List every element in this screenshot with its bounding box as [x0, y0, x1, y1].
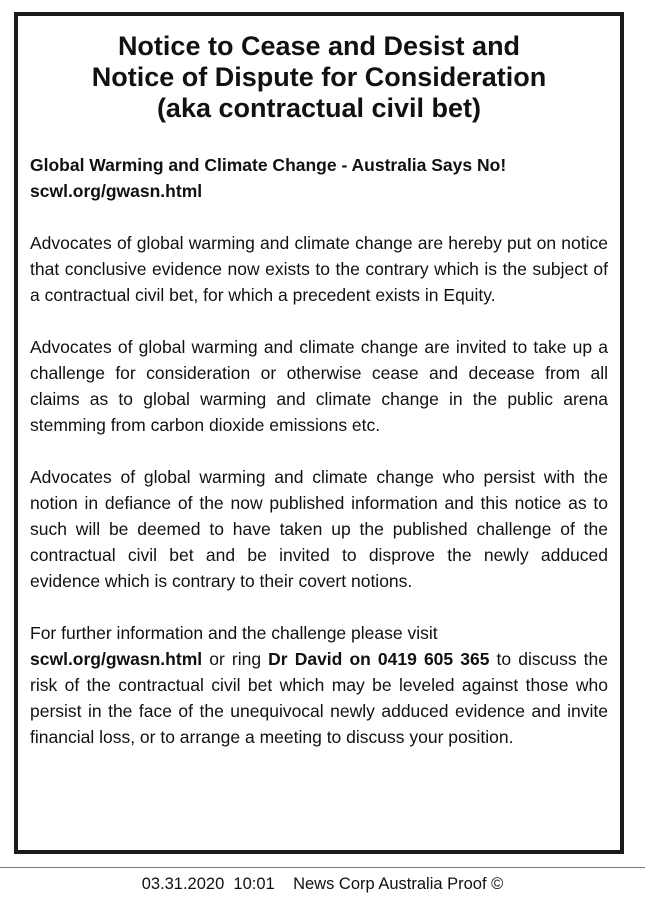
proof-footer: 03.31.2020 10:01 News Corp Australia Proof ©	[141, 875, 504, 893]
contact-rest: to discuss the risk of the contractual civil bet which may be leveled against those who persist in the face of the unequivocal newly adduced evidence and invite financial loss, or to arrange a meeting to discuss your position.	[30, 649, 608, 747]
notice-subheading	[30, 152, 608, 204]
contact-or-ring: or ring	[202, 649, 269, 669]
notice-advertisement	[14, 12, 624, 854]
subheading-url: scwl.org/gwasn.html	[30, 181, 203, 201]
paragraph-persist: Advocates of global warming and climate change who persist with the notion in defiance of the now published information and this notice as to such will be deemed to have taken up the published challenge of the contractual civil bet and be invited to disprove the newly adduced evidence which is contrary to their covert notions.	[30, 467, 608, 591]
notice-body	[30, 152, 608, 776]
title-line-3: (aka contractual civil bet)	[156, 93, 482, 123]
footer-divider	[0, 867, 645, 868]
contact-intro: For further information and the challenge please visit	[30, 623, 438, 643]
paragraph-challenge: Advocates of global warming and climate change are invited to take up a challenge for consideration or otherwise cease and decease from all claims as to global warming and climate change in the public arena stemming from carbon dioxide emissions etc.	[30, 337, 608, 435]
contact-phone: Dr David on 0419 605 365	[268, 649, 490, 669]
paragraph-contact	[30, 620, 608, 750]
contact-url: scwl.org/gwasn.html	[30, 649, 203, 669]
title-line-1: Notice to Cease and Desist and	[117, 31, 521, 61]
notice-title	[18, 31, 620, 124]
title-line-2: Notice of Dispute for Consideration	[91, 62, 547, 92]
paragraph-notice: Advocates of global warming and climate change are hereby put on notice that conclusive evidence now exists to the contrary which is the subject of a contractual civil bet, for which a precedent exists in Equity.	[30, 233, 608, 305]
subheading-text: Global Warming and Climate Change - Australia Says No!	[30, 155, 507, 175]
